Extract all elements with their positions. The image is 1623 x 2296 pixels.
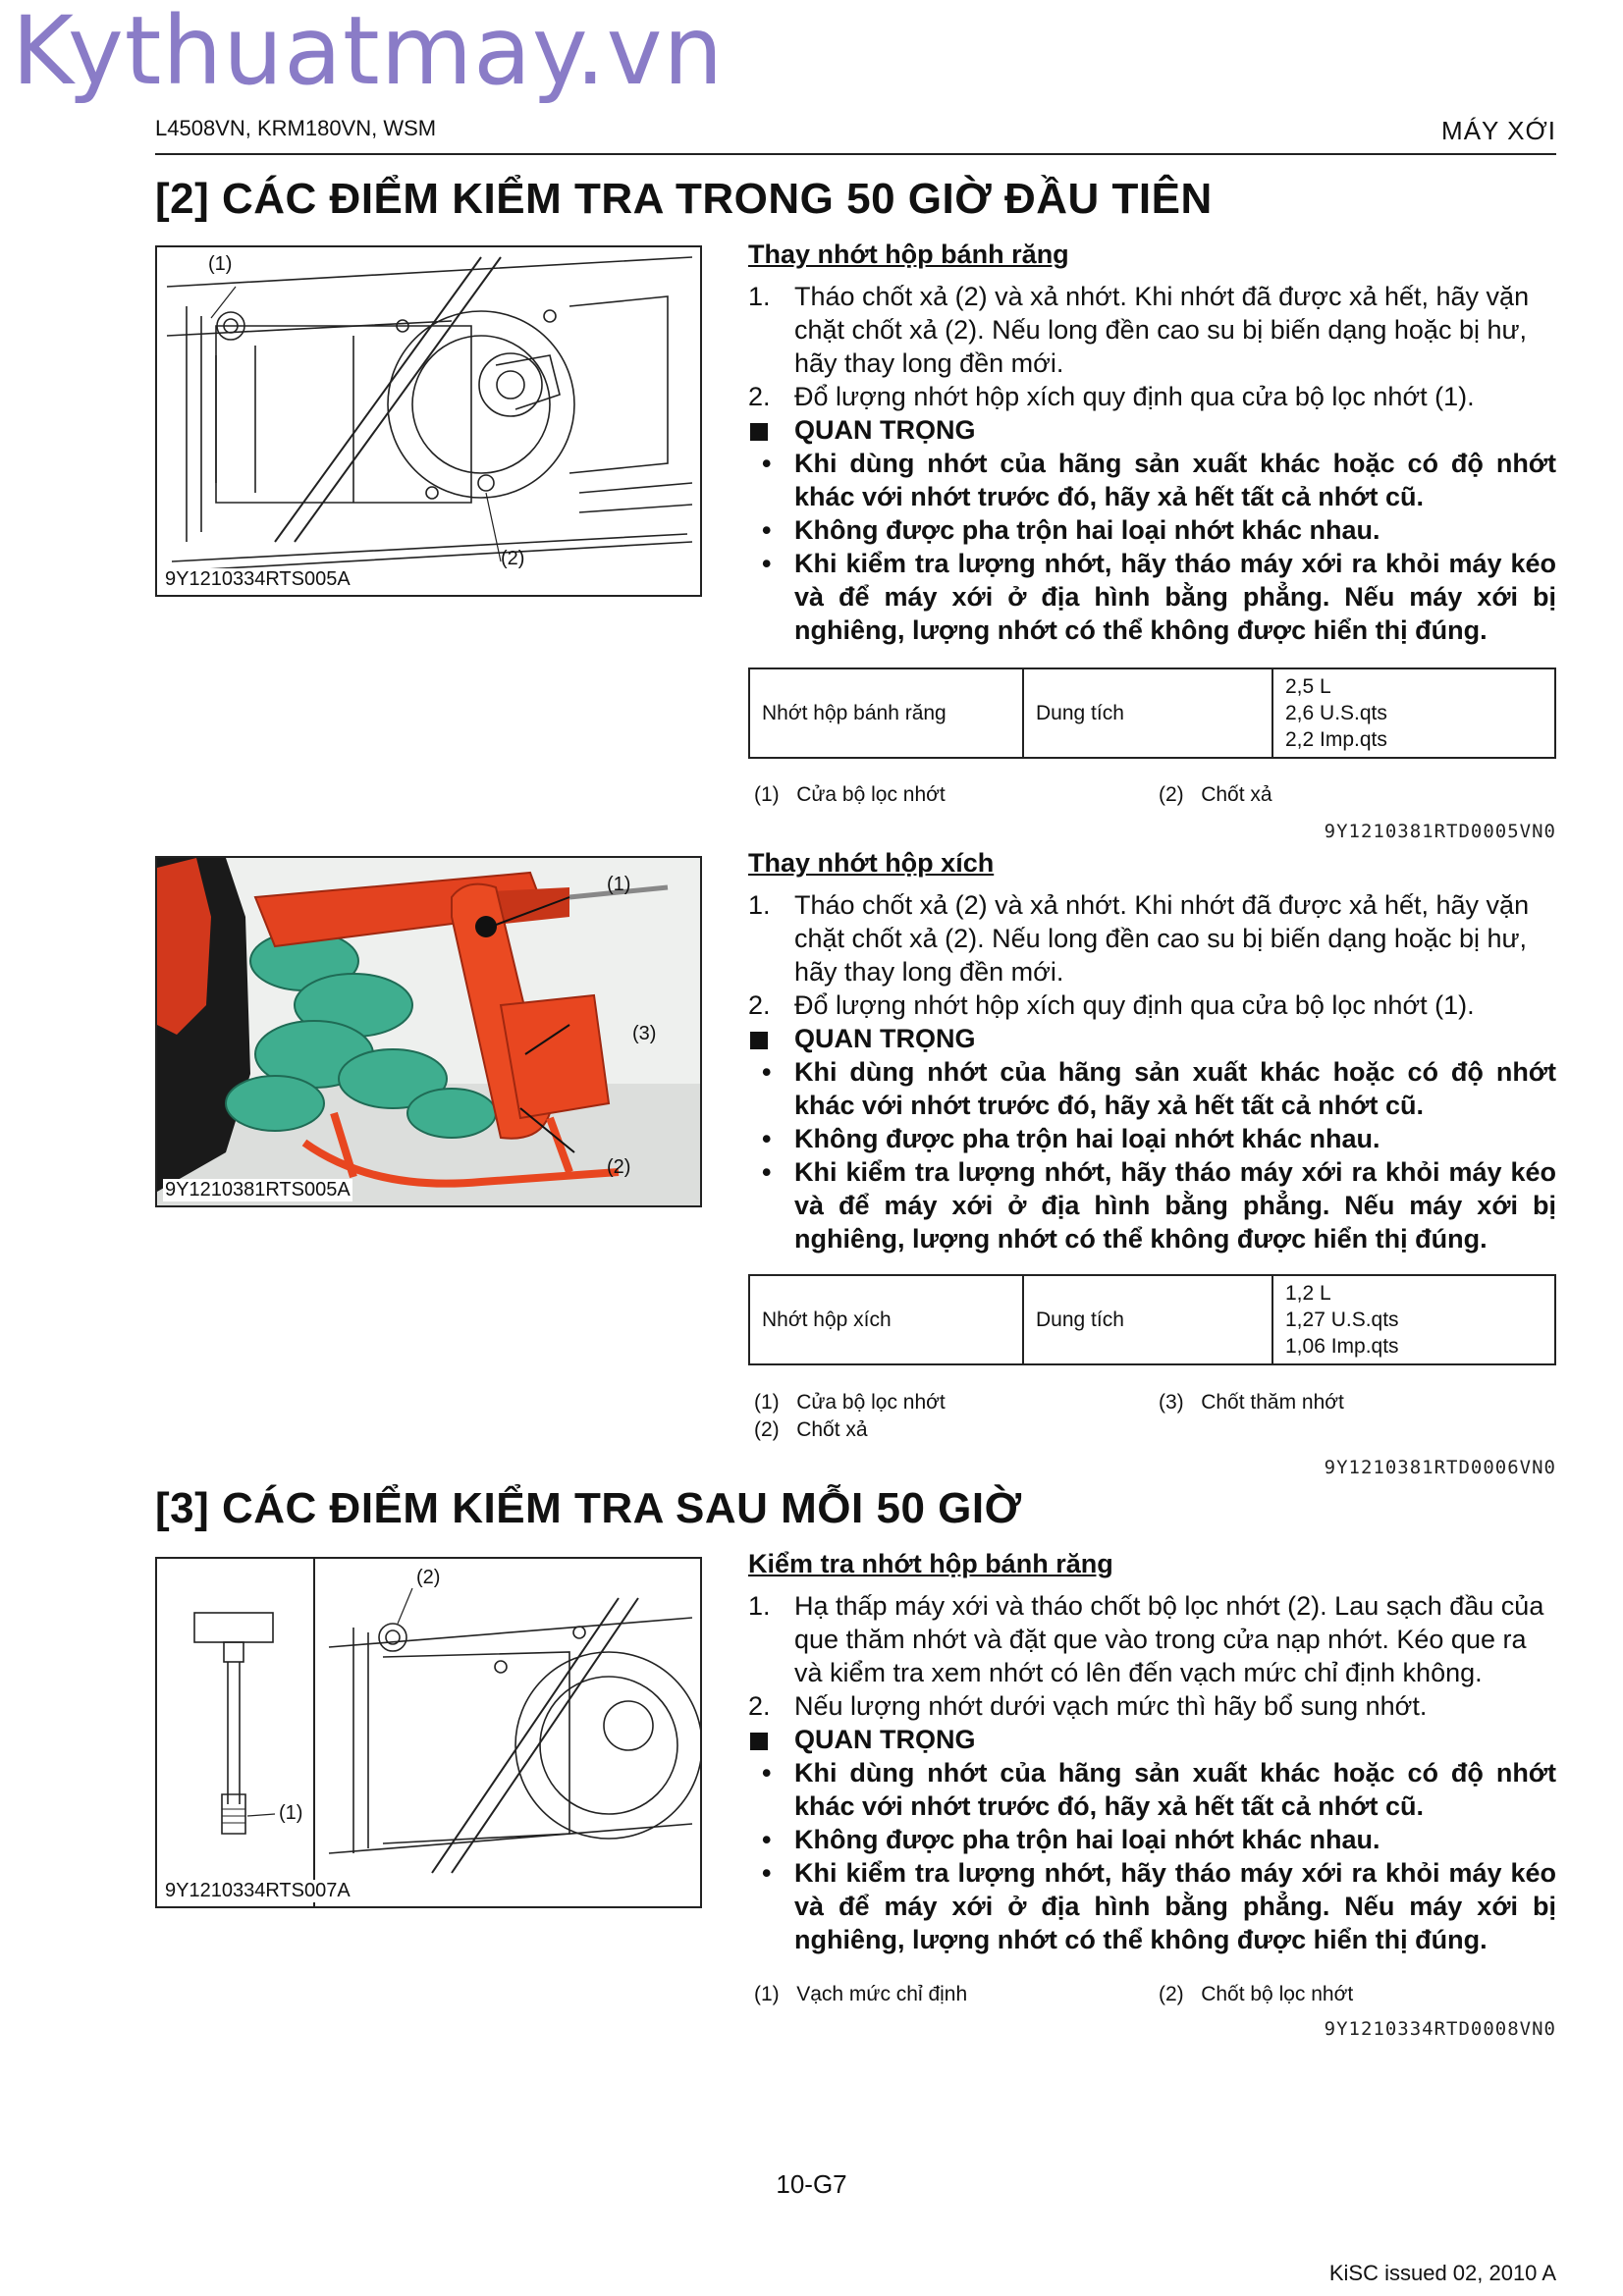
table-item: Nhớt hộp bánh răng	[749, 668, 1023, 758]
important-heading: QUAN TRỌNG	[748, 1723, 1556, 1756]
figure-label: (2)	[501, 548, 525, 569]
step-number: 1.	[748, 282, 771, 311]
step-item	[748, 280, 1556, 380]
bullet-item: • Khi kiểm tra lượng nhớt, hãy tháo máy xới ra khỏi máy kéo và để máy xới ở địa hình bằng phẳng. Nếu máy xới bị nghiêng, lượng nhớt có thể không được hiển thị đúng.	[762, 1157, 1556, 1254]
table-item: Nhớt hộp xích	[749, 1275, 1023, 1364]
step-number: 2.	[748, 990, 771, 1020]
header-model: L4508VN, KRM180VN, WSM	[155, 116, 437, 140]
legend-item: (2) Chốt xả	[1159, 783, 1272, 806]
bullet-dot-icon: •	[762, 1157, 772, 1187]
section-title-3: [3] CÁC ĐIỂM KIỂM TRA SAU MỖI 50 GIỜ	[155, 1484, 1022, 1532]
watermark-logo: Kythuatmay.vn	[12, 0, 725, 106]
bullet-item: • Không được pha trộn hai loại nhớt khác nhau.	[762, 1825, 1380, 1854]
bullet-item: • Khi dùng nhớt của hãng sản xuất khác hoặc có độ nhớt khác với nhớt trước đó, hãy xả hết tất cả nhớt cũ.	[762, 1057, 1556, 1120]
legend-item: (1) Cửa bộ lọc nhớt	[754, 1391, 946, 1414]
step-text: Đổ lượng nhớt hộp xích quy định qua cửa bộ lọc nhớt (1).	[794, 382, 1475, 411]
table-values: 2,5 L 2,6 U.S.qts 2,2 Imp.qts	[1272, 668, 1555, 758]
bullet-dot-icon: •	[762, 1758, 772, 1788]
step-item	[748, 988, 1556, 1022]
figure-code: 9Y1210334RTS005A	[165, 568, 351, 590]
step-item	[748, 380, 1556, 413]
gearbox-line-drawing	[157, 247, 700, 595]
subsection-title: Kiểm tra nhớt hộp bánh răng	[748, 1549, 1113, 1578]
capacity-table	[748, 667, 1556, 759]
subsection-title: Thay nhớt hộp xích	[748, 848, 995, 878]
figure-chaincase-photo	[155, 856, 702, 1207]
bullet-dot-icon: •	[762, 1825, 772, 1854]
bullet-dot-icon: •	[762, 1057, 772, 1087]
important-heading: QUAN TRỌNG	[748, 1022, 1556, 1055]
page-number: 10-G7	[776, 2169, 847, 2199]
block-chaincase-oil-change	[748, 848, 1556, 1255]
legend-item: (1) Cửa bộ lọc nhớt	[754, 783, 946, 806]
bullet-item: • Khi dùng nhớt của hãng sản xuất khác hoặc có độ nhớt khác với nhớt trước đó, hãy xả hết tất cả nhớt cũ.	[762, 1758, 1556, 1821]
header-section: MÁY XỚI	[1441, 116, 1556, 145]
block-gearbox-oil-check	[748, 1549, 1556, 1956]
figure-label: (3)	[632, 1023, 657, 1044]
step-item	[748, 1689, 1556, 1723]
step-text: Nếu lượng nhớt dưới vạch mức thì hãy bổ sung nhớt.	[794, 1691, 1428, 1721]
step-item	[748, 888, 1556, 988]
doc-code: 9Y1210334RTD0008VN0	[1324, 2018, 1556, 2040]
doc-code: 9Y1210381RTD0006VN0	[1324, 1457, 1556, 1478]
bullet-dot-icon: •	[762, 1124, 772, 1153]
block-gearbox-oil-change	[748, 240, 1556, 647]
bullet-item: • Không được pha trộn hai loại nhớt khác nhau.	[762, 515, 1380, 545]
dipstick-line-drawing	[157, 1559, 700, 1906]
section-title-2: [2] CÁC ĐIỂM KIỂM TRA TRONG 50 GIỜ ĐẦU TIÊN	[155, 175, 1213, 223]
figure-label: (1)	[607, 874, 631, 895]
step-number: 1.	[748, 890, 771, 920]
bullet-dot-icon: •	[762, 549, 772, 578]
header-rule	[155, 153, 1556, 155]
figure-code: 9Y1210381RTS005A	[165, 1179, 351, 1201]
legend-item: (2) Chốt xả	[754, 1418, 868, 1441]
square-bullet-icon	[750, 423, 768, 441]
square-bullet-icon	[750, 1032, 768, 1049]
figure-gearbox-drain	[155, 245, 702, 597]
step-text: Tháo chốt xả (2) và xả nhớt. Khi nhớt đã được xả hết, hãy vặn chặt chốt xả (2). Nếu long đền cao su bị biến dạng hoặc bị hư, hãy thay long đền mới.	[794, 890, 1530, 987]
legend-item: (1) Vạch mức chỉ định	[754, 1983, 968, 2005]
important-heading: QUAN TRỌNG	[748, 413, 1556, 447]
table-label: Dung tích	[1023, 1275, 1272, 1364]
bullet-item: • Khi kiểm tra lượng nhớt, hãy tháo máy xới ra khỏi máy kéo và để máy xới ở địa hình bằng phẳng. Nếu máy xới bị nghiêng, lượng nhớt có thể không được hiển thị đúng.	[762, 549, 1556, 645]
chaincase-photo-drawing	[157, 858, 700, 1205]
figure-label: (2)	[607, 1156, 631, 1178]
figure-label: (1)	[279, 1802, 303, 1824]
table-label: Dung tích	[1023, 668, 1272, 758]
step-text: Tháo chốt xả (2) và xả nhớt. Khi nhớt đã được xả hết, hãy vặn chặt chốt xả (2). Nếu long đền cao su bị biến dạng hoặc bị hư, hãy thay long đền mới.	[794, 282, 1530, 378]
bullet-item: • Không được pha trộn hai loại nhớt khác nhau.	[762, 1124, 1380, 1153]
subsection-title: Thay nhớt hộp bánh răng	[748, 240, 1069, 269]
table-values: 1,2 L 1,27 U.S.qts 1,06 Imp.qts	[1272, 1275, 1555, 1364]
square-bullet-icon	[750, 1733, 768, 1750]
figure-code: 9Y1210334RTS007A	[165, 1880, 351, 1901]
bullet-dot-icon: •	[762, 515, 772, 545]
bullet-item: • Khi kiểm tra lượng nhớt, hãy tháo máy xới ra khỏi máy kéo và để máy xới ở địa hình bằng phẳng. Nếu máy xới bị nghiêng, lượng nhớt có thể không được hiển thị đúng.	[762, 1858, 1556, 1954]
legend-item: (3) Chốt thăm nhớt	[1159, 1391, 1344, 1414]
step-number: 2.	[748, 382, 771, 411]
step-number: 1.	[748, 1591, 771, 1621]
bullet-dot-icon: •	[762, 1858, 772, 1888]
doc-code: 9Y1210381RTD0005VN0	[1324, 821, 1556, 842]
step-text: Hạ thấp máy xới và tháo chốt bộ lọc nhớt (2). Lau sạch đầu của que thăm nhớt và đặt que vào trong cửa nạp nhớt. Kéo que ra và kiểm tra xem nhớt có lên đến vạch mức chỉ định không.	[794, 1591, 1544, 1687]
legend-item: (2) Chốt bộ lọc nhớt	[1159, 1983, 1354, 2005]
capacity-table	[748, 1274, 1556, 1365]
bullet-item: • Khi dùng nhớt của hãng sản xuất khác hoặc có độ nhớt khác với nhớt trước đó, hãy xả hết tất cả nhớt cũ.	[762, 449, 1556, 511]
figure-dipstick-check	[155, 1557, 702, 1908]
figure-label: (2)	[416, 1567, 441, 1588]
step-number: 2.	[748, 1691, 771, 1721]
bullet-dot-icon: •	[762, 449, 772, 478]
step-item	[748, 1589, 1556, 1689]
step-text: Đổ lượng nhớt hộp xích quy định qua cửa bộ lọc nhớt (1).	[794, 990, 1475, 1020]
issued-note: KiSC issued 02, 2010 A	[1328, 2261, 1556, 2285]
figure-label: (1)	[208, 253, 233, 275]
